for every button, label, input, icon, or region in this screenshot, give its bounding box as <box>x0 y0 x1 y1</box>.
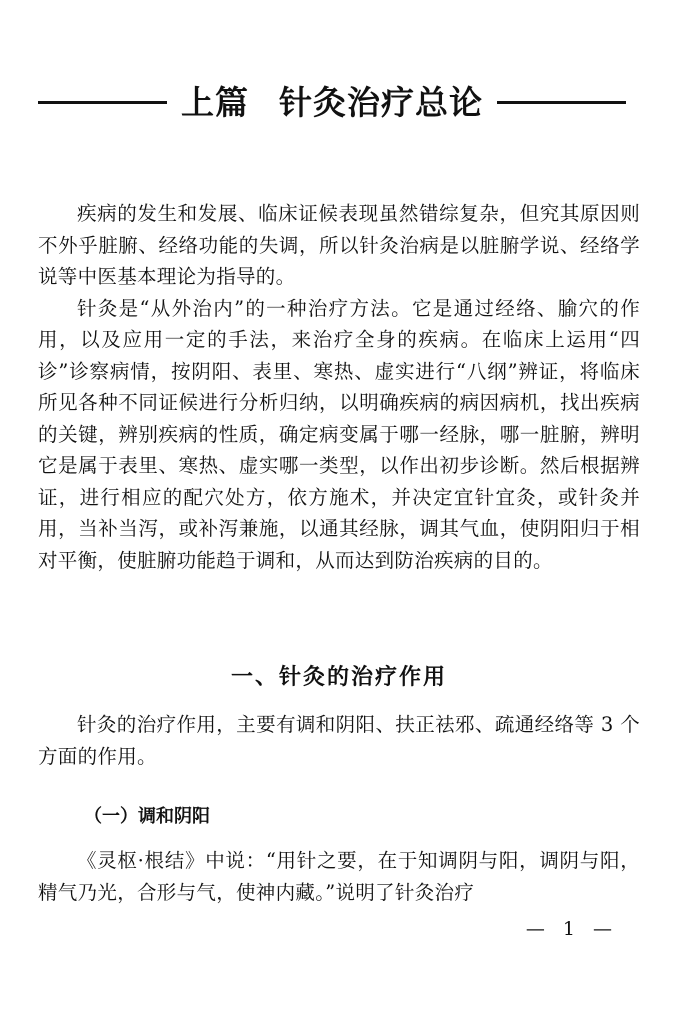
part-title <box>30 72 670 128</box>
paragraph-1: 疾病的发生和发展、临床证候表现虽然错综复杂，但究其原因则不外乎脏腑、经络功能的失调，所以针灸治病是以脏腑学说、经络学说等中医基本理论为指导的。 <box>38 202 640 288</box>
paragraph-2: 针灸是“从外治内”的一种治疗方法。它是通过经络、腧穴的作用，以及应用一定的手法，来治疗全身的疾病。在临床上运用“四诊”诊察病情，按阴阳、表里、寒热、虚实进行“八纲”辨证，将临床所见各种不同证候进行分析归纳，以明确疾病的病因病机，找出疾病的关键，辨别疾病的性质，确定病变属于哪一经脉，哪一脏腑，辨明它是属于表里、寒热、虚实哪一类型，以作出初步诊断。然后根据辨证，进行相应的配穴处方，依方施术，并决定宜针宜灸，或针灸并用，当补当泻，或补泻兼施，以通其经脉，调其气血，使阴阳归于相对平衡，使脏腑功能趋于调和，从而达到防治疾病的目的。 <box>38 296 640 572</box>
part-title-main: 针灸治疗总论 <box>279 82 483 122</box>
section-title: 一、针灸的治疗作用 <box>230 665 447 690</box>
page-number: — 1 — <box>525 918 618 940</box>
part-title-text <box>181 77 483 124</box>
subsection-title: （一）调和阴阳 <box>84 806 210 827</box>
part-title-prefix: 上篇 <box>181 82 249 122</box>
title-rule-left <box>38 101 167 104</box>
intro-block <box>38 198 640 576</box>
subsection-block <box>38 802 640 828</box>
section-paragraph: 针灸的治疗作用，主要有调和阴阳、扶正祛邪、疏通经络等 3 个方面的作用。 <box>38 713 640 768</box>
section-paragraph-block <box>38 709 640 772</box>
section-block <box>38 660 640 691</box>
title-rule-right <box>497 101 626 104</box>
subsection-paragraph: 《灵枢·根结》中说：“用针之要，在于知调阴与阳，调阴与阳，精气乃光，合形与气，使神内藏。”说明了针灸治疗 <box>38 849 640 904</box>
subsection-paragraph-block <box>38 845 640 908</box>
